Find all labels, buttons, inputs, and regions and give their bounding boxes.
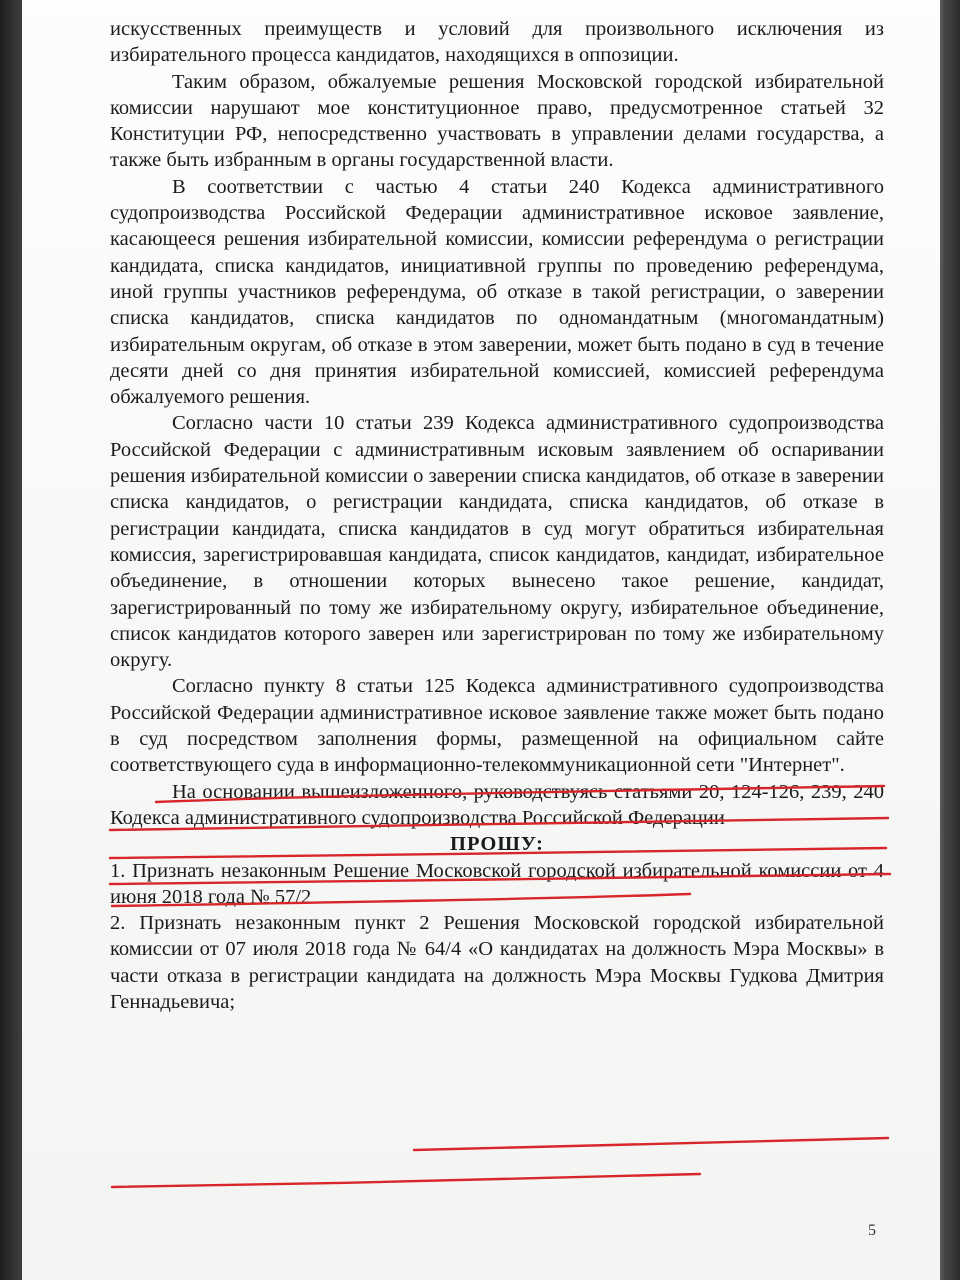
request-heading: ПРОШУ: [450, 833, 544, 856]
paragraph-continuation: искусственных преимуществ и условий для произвольного исключения из избирательного процесса кандидатов, находящихся в оппозиции. [110, 18, 884, 67]
paragraph-article-240: В соответствии с частью 4 статьи 240 Кодекса административного судопроизводства Российской Федерации административное исковое заявление, касающееся решения избирательной комиссии, комиссии референдума о регистрации кандидата, списка кандидатов, инициативной группы по проведению референдума, иной группы участников референдума, об отказе в такой регистрации, о заверении списка кандидатов, списка кандидатов по одномандатным (многомандатным) избирательным округам, об отказе в этом заверении, может быть подано в суд в течение десяти дней со дня принятия избирательной комиссией, комиссией референдума обжалуемого решения. [110, 175, 884, 409]
request-item-1: 1. Признать незаконным Решение Московской городской избирательной комиссии от 4 июня 2018 года № 57/2 [110, 859, 884, 908]
paragraph-grounds: На основании вышеизложенного, руководствуясь статьями 20, 124-126, 239, 240 Кодекса административного судопроизводства Российской Федерации [110, 780, 884, 829]
paragraph-constitutional-right: Таким образом, обжалуемые решения Московской городской избирательной комиссии нарушают мое конституционное право, предусмотренное статьей 32 Конституции РФ, непосредственно участвовать в управлении делами государства, а также быть избранным в органы государственной власти. [110, 70, 884, 172]
paragraph-article-239: Согласно части 10 статьи 239 Кодекса административного судопроизводства Российской Федерации с административным исковым заявлением об оспаривании решения избирательной комиссии о заверении списка кандидатов, об отказе в заверении списка кандидатов, о регистрации кандидата, списка кандидатов, об отказе в регистрации кандидата, списка кандидатов в суд могут обратиться избирательная комиссия, зарегистрировавшая кандидата, список кандидатов, кандидат, избирательное объединение, в отношении которых вынесено такое решение, кандидат, зарегистрированный по тому же избирательному округу, избирательное объединение, список кандидатов которого заверен или зарегистрирован по тому же избирательному округу. [110, 412, 884, 672]
paragraph-article-125-highlighted: Согласно пункту 8 статьи 125 Кодекса административного судопроизводства Российской Федерации административное исковое заявление также может быть подано в суд посредством заполнения формы, размещенной на официальном сайте соответствующего суда в информационно-телекоммуникационной сети "Интернет". [110, 675, 884, 777]
document-body [110, 16, 884, 1015]
page-number: 5 [868, 1222, 876, 1239]
request-item-2-text: 2. Признать незаконным пункт 2 Решения Московской городской избирательной комиссии от 07 июля 2018 года № 64/4 «О кандидатах на должность Мэра Москвы» [110, 912, 884, 961]
request-item-2-highlighted-text: в части отказа в регистрации кандидата на должность Мэра Москвы Гудкова Дмитрия Геннадьевича; [110, 938, 884, 1013]
request-item-2 [110, 910, 884, 1015]
